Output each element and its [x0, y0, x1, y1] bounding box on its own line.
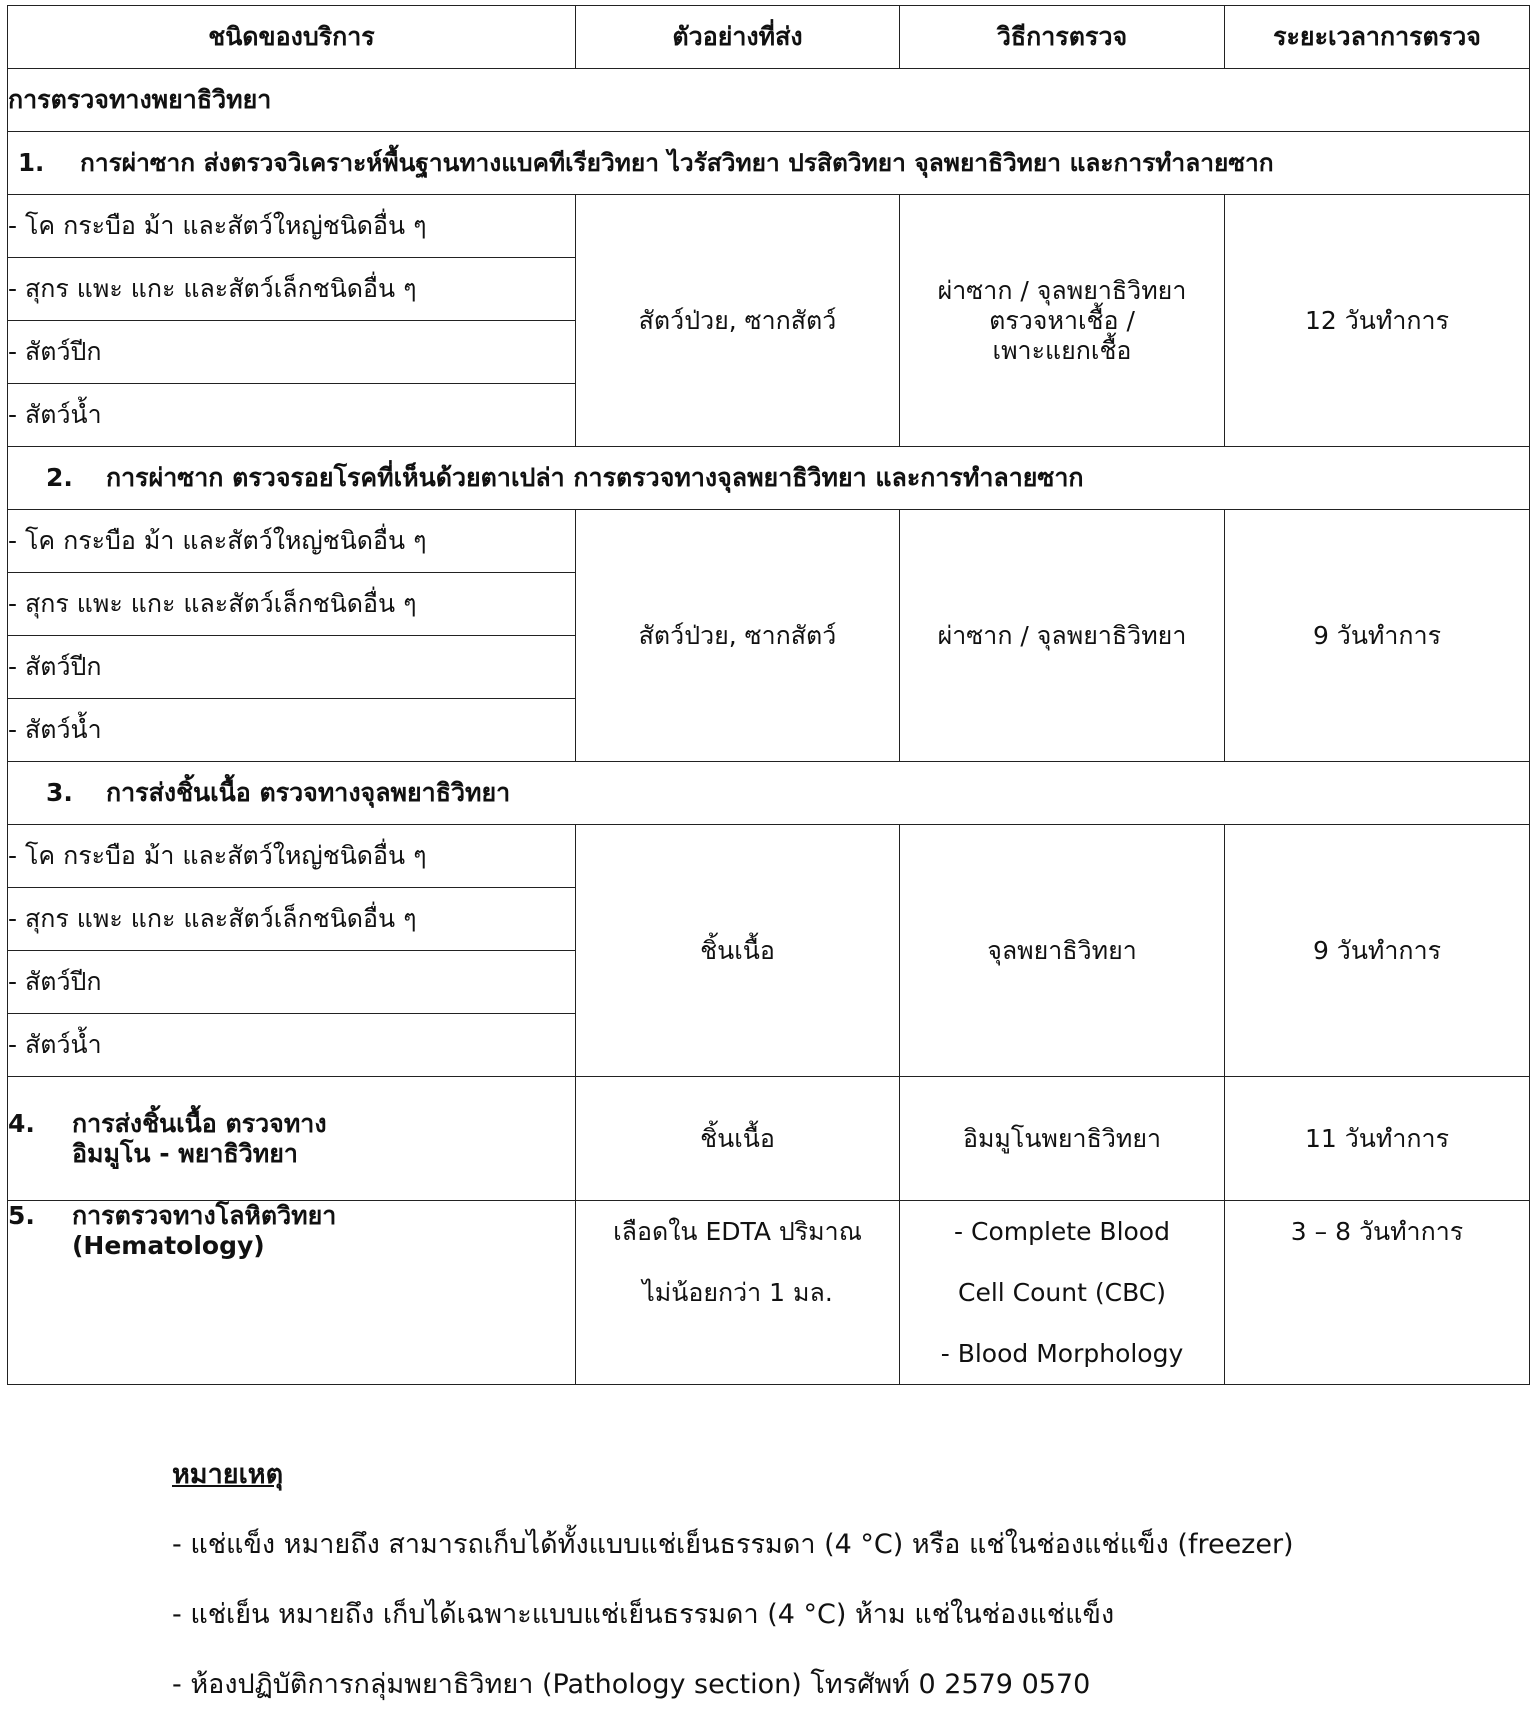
- animal-type-cell: - สัตว์ปีก: [8, 951, 576, 1014]
- duration-cell: 9 วันทำการ: [1225, 825, 1530, 1077]
- method-cell: ผ่าซาก / จุลพยาธิวิทยา: [900, 510, 1225, 762]
- header-service-type: ชนิดของบริการ: [8, 6, 576, 69]
- group-row-5: [8, 1201, 1530, 1385]
- sample-cell: ชิ้นเนื้อ: [576, 825, 900, 1077]
- animal-type-cell: - โค กระบือ ม้า และสัตว์ใหญ่ชนิดอื่น ๆ: [8, 825, 576, 888]
- notes-heading: หมายเหตุ: [172, 1459, 284, 1490]
- method-line: - Blood Morphology: [940, 1339, 1184, 1368]
- note-item: - แช่เย็น หมายถึง เก็บได้เฉพาะแบบแช่เย็นธรรมดา (4 °C) ห้าม แช่ในช่องแช่แข็ง: [172, 1599, 1115, 1630]
- group-title-text: การผ่าซาก ส่งตรวจวิเคราะห์พื้นฐานทางแบคทีเรียวิทยา ไวรัสวิทยา ปรสิตวิทยา จุลพยาธิวิทยา และการทำลายซาก: [80, 148, 1274, 178]
- duration-cell: 3 – 8 วันทำการ: [1225, 1201, 1530, 1385]
- group-number: 1.: [18, 148, 45, 178]
- group-title-text: การส่งชิ้นเนื้อ ตรวจทางจุลพยาธิวิทยา: [106, 778, 511, 807]
- group-title-4: [8, 1077, 576, 1201]
- table-row: [8, 510, 1530, 573]
- animal-type-cell: - สุกร แพะ แกะ และสัตว์เล็กชนิดอื่น ๆ: [8, 573, 576, 636]
- method-line: ตรวจหาเชื้อ /: [989, 305, 1135, 335]
- group-title-5: [8, 1201, 576, 1385]
- group-row-1: [8, 132, 1530, 195]
- table-row: [8, 825, 1530, 888]
- notes-block: [172, 1440, 1294, 1720]
- animal-type-cell: - โค กระบือ ม้า และสัตว์ใหญ่ชนิดอื่น ๆ: [8, 195, 576, 258]
- animal-type-cell: - สัตว์น้ำ: [8, 1014, 576, 1077]
- animal-type-cell: - สุกร แพะ แกะ และสัตว์เล็กชนิดอื่น ๆ: [8, 888, 576, 951]
- method-line: - Complete Blood: [954, 1217, 1170, 1246]
- note-item: - ห้องปฏิบัติการกลุ่มพยาธิวิทยา (Pathology section) โทรศัพท์ 0 2579 0570: [172, 1669, 1091, 1700]
- duration-cell: 12 วันทำการ: [1225, 195, 1530, 447]
- group-number: 4.: [8, 1108, 35, 1138]
- animal-type-cell: - สัตว์ปีก: [8, 321, 576, 384]
- animal-type-cell: - สุกร แพะ แกะ และสัตว์เล็กชนิดอื่น ๆ: [8, 258, 576, 321]
- table-header-row: [8, 6, 1530, 69]
- section-title: การตรวจทางพยาธิวิทยา: [8, 69, 1530, 132]
- method-cell: จุลพยาธิวิทยา: [900, 825, 1225, 1077]
- group-title-line: อิมมูโน - พยาธิวิทยา: [72, 1138, 298, 1168]
- group-row-3: [8, 762, 1530, 825]
- animal-type-cell: - สัตว์น้ำ: [8, 384, 576, 447]
- duration-cell: 11 วันทำการ: [1225, 1077, 1530, 1201]
- service-table: [7, 5, 1530, 1385]
- sample-cell: สัตว์ป่วย, ซากสัตว์: [576, 195, 900, 447]
- group-number: 3.: [46, 778, 73, 807]
- method-line: Cell Count (CBC): [958, 1278, 1166, 1307]
- group-title-line: (Hematology): [72, 1231, 265, 1260]
- group-row-2: [8, 447, 1530, 510]
- animal-type-cell: - สัตว์น้ำ: [8, 699, 576, 762]
- group-title-line: การส่งชิ้นเนื้อ ตรวจทาง: [72, 1108, 327, 1138]
- group-title-3: [8, 762, 1530, 825]
- group-title-text: การผ่าซาก ตรวจรอยโรคที่เห็นด้วยตาเปล่า การตรวจทางจุลพยาธิวิทยา และการทำลายซาก: [106, 463, 1084, 492]
- group-title-line: การตรวจทางโลหิตวิทยา: [72, 1201, 337, 1230]
- method-line: ผ่าซาก / จุลพยาธิวิทยา: [937, 275, 1187, 305]
- header-duration: ระยะเวลาการตรวจ: [1225, 6, 1530, 69]
- group-number: 2.: [46, 463, 73, 492]
- group-title-1: [8, 132, 1530, 195]
- group-row-4: [8, 1077, 1530, 1201]
- sample-cell: ชิ้นเนื้อ: [576, 1077, 900, 1201]
- table-row: [8, 195, 1530, 258]
- group-title-2: [8, 447, 1530, 510]
- animal-type-cell: - โค กระบือ ม้า และสัตว์ใหญ่ชนิดอื่น ๆ: [8, 510, 576, 573]
- sample-line: เลือดใน EDTA ปริมาณ: [613, 1217, 862, 1246]
- sample-line: ไม่น้อยกว่า 1 มล.: [642, 1278, 833, 1307]
- method-cell: อิมมูโนพยาธิวิทยา: [900, 1077, 1225, 1201]
- method-cell: [900, 195, 1225, 447]
- header-method: วิธีการตรวจ: [900, 6, 1225, 69]
- group-number: 5.: [8, 1201, 35, 1230]
- duration-cell: 9 วันทำการ: [1225, 510, 1530, 762]
- method-cell: [900, 1201, 1225, 1385]
- sample-cell: สัตว์ป่วย, ซากสัตว์: [576, 510, 900, 762]
- animal-type-cell: - สัตว์ปีก: [8, 636, 576, 699]
- note-item: - แช่แข็ง หมายถึง สามารถเก็บได้ทั้งแบบแช่เย็นธรรมดา (4 °C) หรือ แช่ในช่องแช่แข็ง (freezer): [172, 1529, 1294, 1560]
- sample-cell: [576, 1201, 900, 1385]
- section-row: [8, 69, 1530, 132]
- method-line: เพาะแยกเชื้อ: [992, 335, 1132, 365]
- header-sample: ตัวอย่างที่ส่ง: [576, 6, 900, 69]
